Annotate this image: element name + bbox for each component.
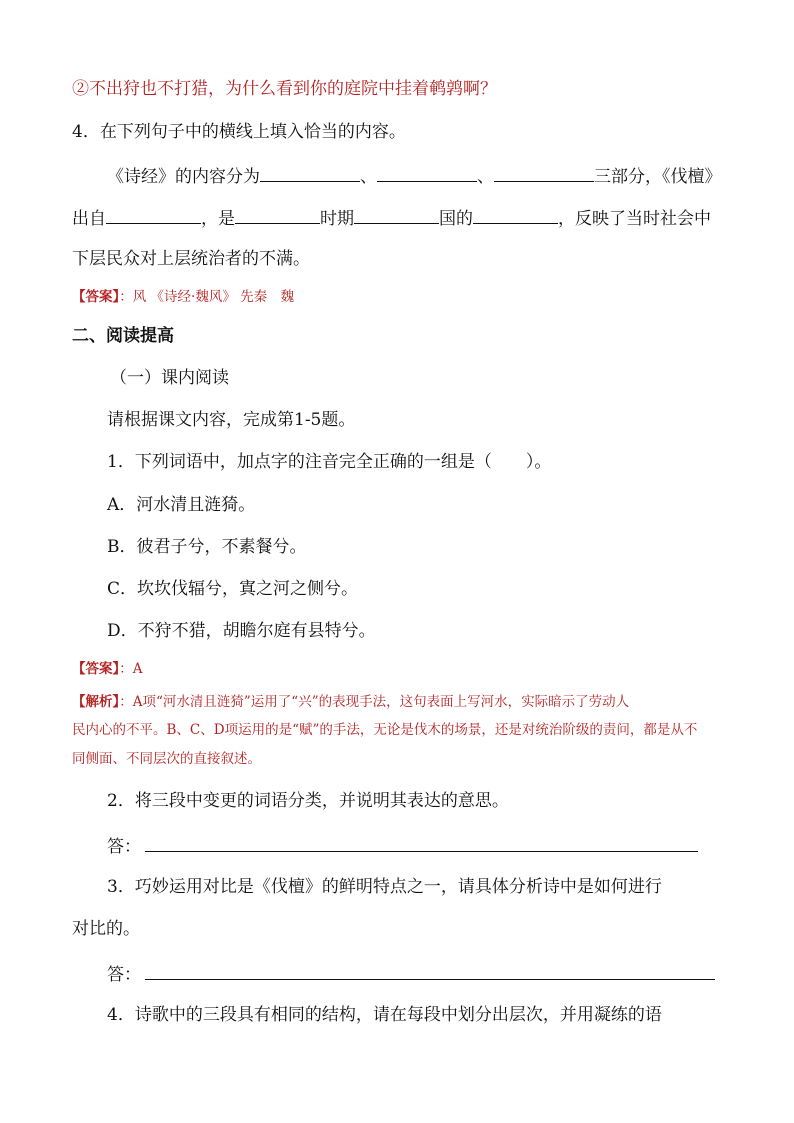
q1-option-d: D．不狩不猎，胡瞻尔庭有县特兮。 [107,621,376,641]
q4-fill-line1 [107,164,722,188]
fill-blank[interactable] [354,206,439,224]
section-heading: 二、阅读提高 [72,326,174,346]
q1-stem: 1．下列词语中，加点字的注音完全正确的一组是（ ）。 [107,452,552,472]
fill-blank[interactable] [494,164,594,182]
fill-sep: 、 [477,167,494,187]
q1-option-a: A．河水清且涟猗。 [107,495,256,515]
q4-stem-line1: 4．诗歌中的三段具有相同的结构，请在每段中划分出层次，并用凝练的语 [107,1005,662,1025]
fill-blank[interactable] [377,164,477,182]
fill-text: 《诗经》的内容分为 [107,167,260,187]
answer-label: 【答案】 [72,661,120,677]
q3-stem-line1: 3．巧妙运用对比是《伐檀》的鲜明特点之一，请具体分析诗中是如何进行 [107,877,662,897]
q1-analysis-line2: 民内心的不平。B、C、D项运用的是“赋”的手法，无论是伐木的场景，还是对统治阶级的责问，都是从不 [72,722,698,738]
fill-blank[interactable] [260,164,360,182]
answer-prefix: 答： [107,837,141,857]
q4-fill-line3: 下层民众对上层统治者的不满。 [72,249,310,269]
fill-text: 三部分，《伐檀》 [594,167,722,187]
q4-fill-answer [72,287,294,307]
q1-analysis-line3: 同侧面、不同层次的直接叙述。 [72,751,261,767]
analysis-text: ：A项“河水清且涟猗”运用了“兴”的表现手法，这句表面上写河水，实际暗示了劳动人 [119,694,630,710]
fill-blank[interactable] [106,206,201,224]
sub-heading: （一）课内阅读 [110,368,229,388]
q2-answer-line[interactable] [145,833,698,852]
fill-sep: 、 [360,167,377,187]
fill-text: ，是 [201,209,235,229]
fill-text: 国的 [439,209,473,229]
q2-stem: 2．将三段中变更的词语分类，并说明其表达的意思。 [107,791,509,811]
fill-text: 出自 [72,209,106,229]
fill-blank[interactable] [473,206,558,224]
fill-text: 时期 [320,209,354,229]
q1-option-b: B．彼君子兮，不素餐兮。 [107,537,307,557]
answer-prefix: 答： [107,965,141,985]
fill-blank[interactable] [235,206,320,224]
q4-fill-title: 4．在下列句子中的横线上填入恰当的内容。 [72,122,406,142]
fill-text: ，反映了当时社会中 [558,209,711,229]
answer-text: ：风 《诗经·魏风》 先秦 魏 [119,289,295,305]
analysis-label: 【解析】 [72,694,120,710]
answer-label: 【答案】 [72,289,120,305]
q4-fill-line2 [72,206,711,230]
q1-answer [72,659,143,679]
q3-answer-row [107,961,715,986]
translation-note: ②不出狩也不打猎，为什么看到你的庭院中挂着鹌鹑啊？ [72,79,497,99]
q1-option-c: C．坎坎伐辐兮，寘之河之侧兮。 [107,579,359,599]
q3-stem-line2: 对比的。 [72,919,140,939]
q1-analysis-line1 [72,692,629,712]
q2-answer-row [107,833,698,858]
q3-answer-line[interactable] [145,961,715,980]
instruction: 请根据课文内容，完成第1-5题。 [107,410,356,430]
answer-text: ：A [119,661,143,677]
